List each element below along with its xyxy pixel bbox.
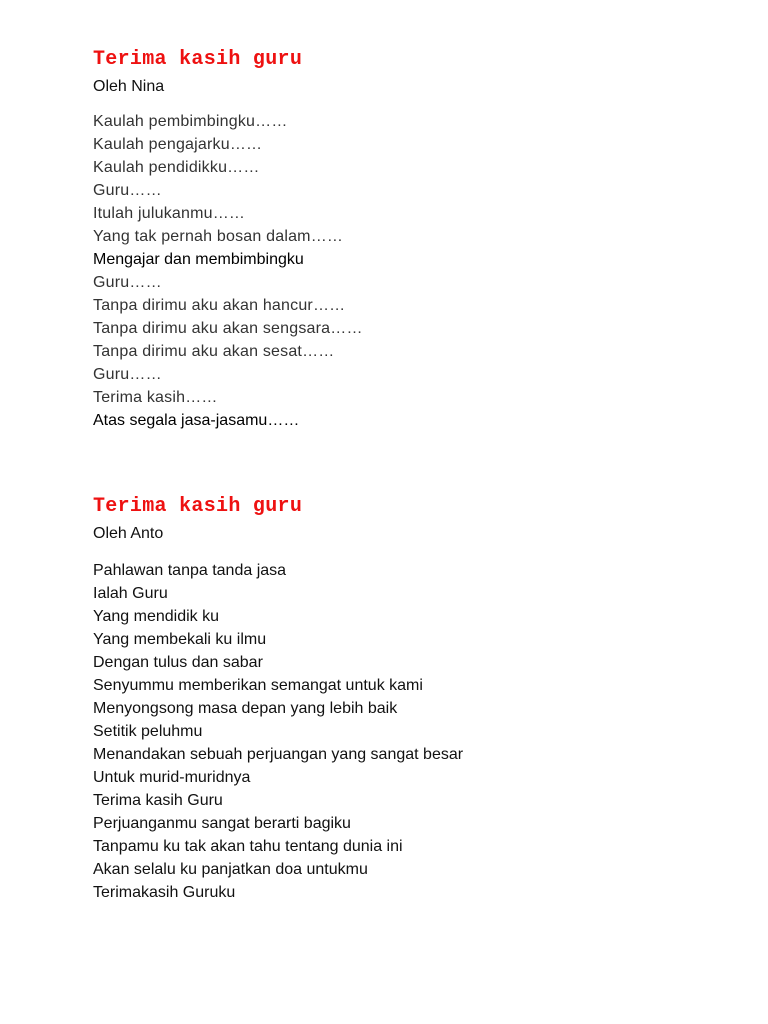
poem-line: Tanpa dirimu aku akan hancur…… (93, 297, 346, 314)
poem-line: Tanpa dirimu aku akan sesat…… (93, 343, 335, 360)
poem-line: Kaulah pengajarku…… (93, 136, 263, 153)
poem-line: Yang membekali ku ilmu (93, 631, 267, 648)
poem-line: Terima kasih…… (93, 389, 218, 406)
poem-lines (93, 110, 713, 432)
poem-line: Guru…… (93, 366, 162, 383)
poem-title: Terima kasih guru (93, 495, 303, 518)
poem-line: Atas segala jasa-jasamu…… (93, 412, 300, 429)
poem-line: Yang tak pernah bosan dalam…… (93, 228, 344, 245)
poem-author: Oleh Anto (93, 525, 164, 542)
poem-line: Tanpa dirimu aku akan sengsara…… (93, 320, 363, 337)
poem-line: Perjuanganmu sangat berarti bagiku (93, 815, 351, 832)
poem-line: Tanpamu ku tak akan tahu tentang dunia ini (93, 838, 403, 855)
poem-anto (93, 493, 713, 904)
poem-title: Terima kasih guru (93, 48, 303, 71)
poem-line: Ialah Guru (93, 585, 168, 602)
poem-line: Kaulah pendidikku…… (93, 159, 260, 176)
poem-line: Akan selalu ku panjatkan doa untukmu (93, 861, 368, 878)
poem-line: Mengajar dan membimbingku (93, 251, 304, 268)
poem-line: Yang mendidik ku (93, 608, 219, 625)
poem-line: Untuk murid-muridnya (93, 769, 251, 786)
poem-lines (93, 559, 713, 904)
poem-line: Guru…… (93, 182, 162, 199)
poem-line: Kaulah pembimbingku…… (93, 113, 288, 130)
poem-line: Itulah julukanmu…… (93, 205, 246, 222)
poem-line: Guru…… (93, 274, 162, 291)
poem-line: Menyongsong masa depan yang lebih baik (93, 700, 398, 717)
poem-line: Setitik peluhmu (93, 723, 203, 740)
poem-nina (93, 46, 713, 432)
poem-line: Terimakasih Guruku (93, 884, 236, 901)
poem-line: Senyummu memberikan semangat untuk kami (93, 677, 423, 694)
poem-line: Pahlawan tanpa tanda jasa (93, 562, 287, 579)
poem-line: Terima kasih Guru (93, 792, 223, 809)
poem-line: Dengan tulus dan sabar (93, 654, 263, 671)
poem-line: Menandakan sebuah perjuangan yang sangat besar (93, 746, 464, 763)
poem-author: Oleh Nina (93, 78, 165, 95)
